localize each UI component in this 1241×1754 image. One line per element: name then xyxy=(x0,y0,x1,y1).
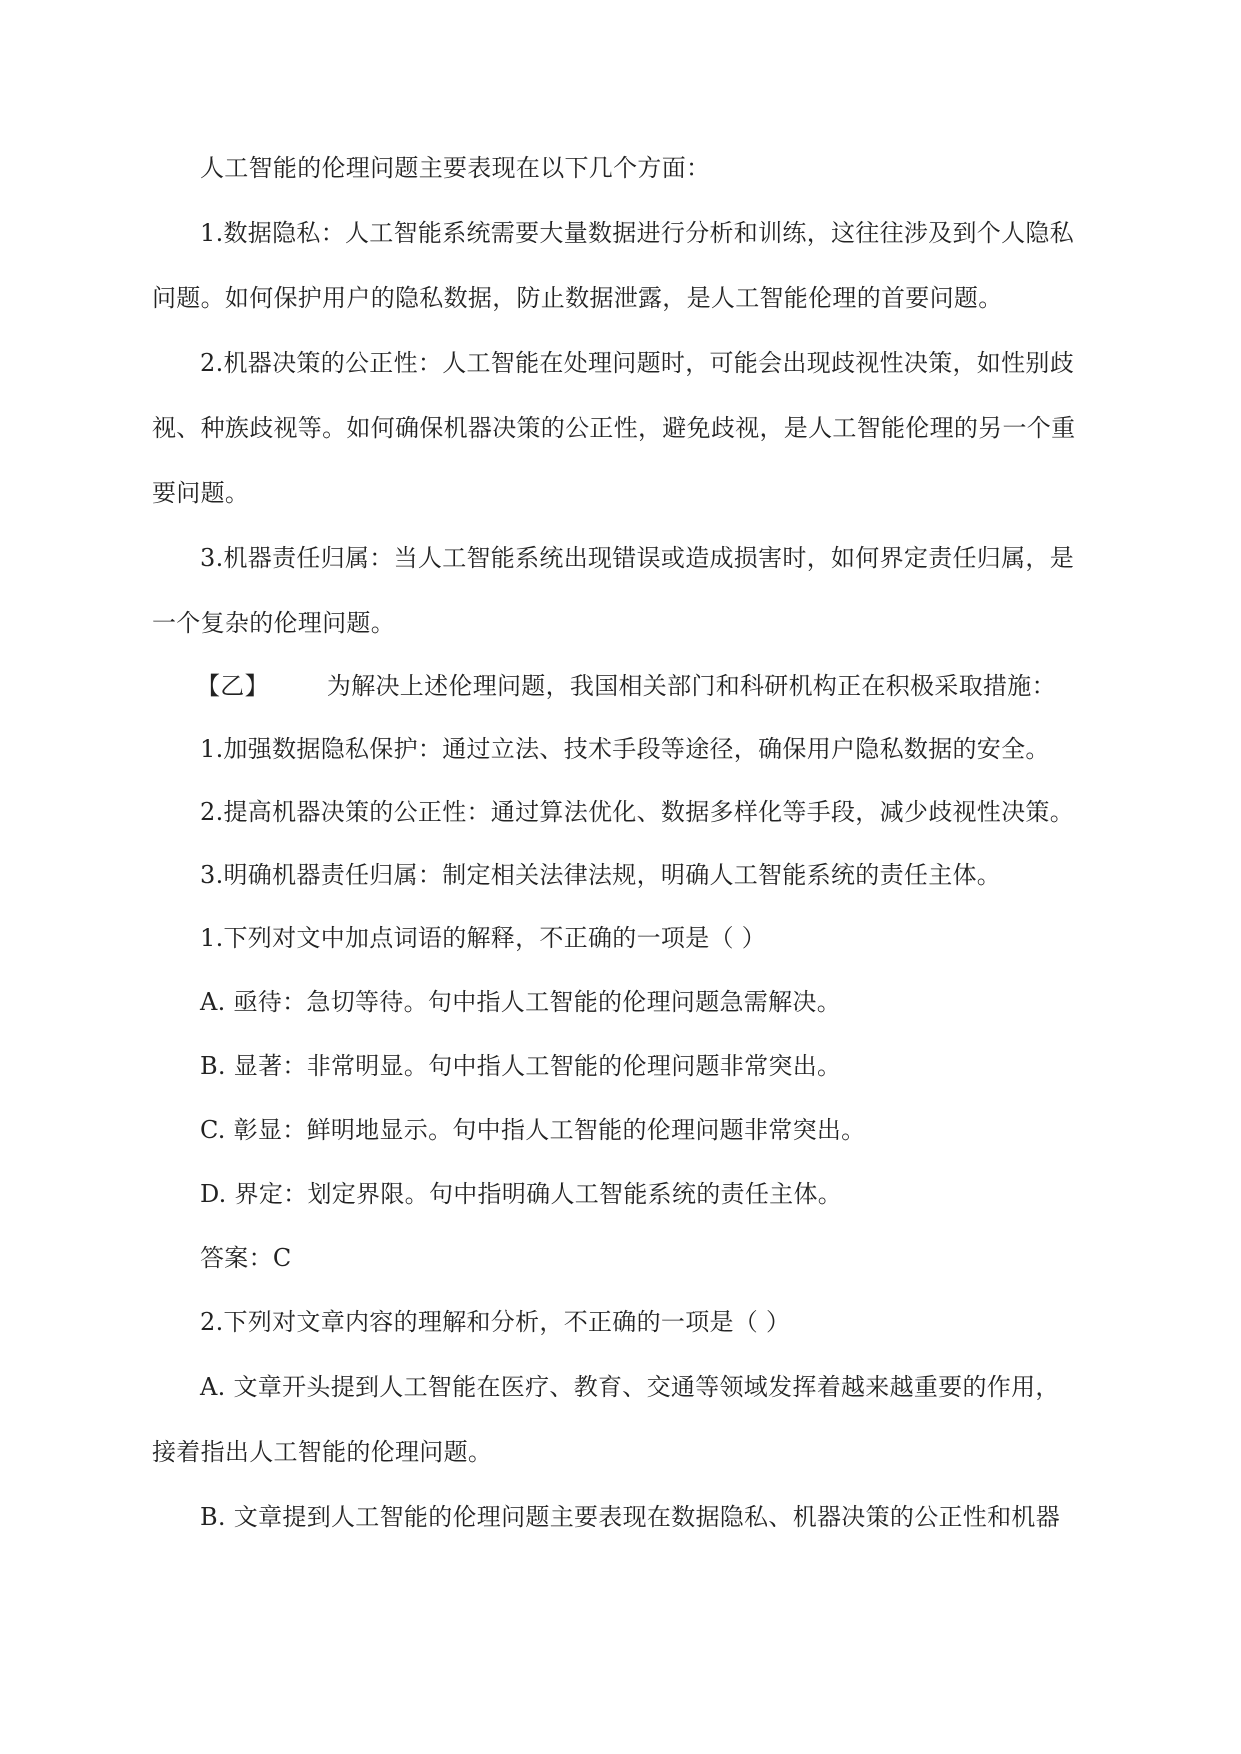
section-yi-text: 为解决上述伦理问题，我国相关部门和科研机构正在积极采取措施： xyxy=(326,672,1056,700)
question2-option-a-line2: 接着指出人工智能的伦理问题。 xyxy=(152,1438,493,1466)
measure-2: 2.提高机器决策的公正性：通过算法优化、数据多样化等手段，减少歧视性决策。 xyxy=(200,798,1074,826)
point3-line1: 3.机器责任归属：当人工智能系统出现错误或造成损害时，如何界定责任归属，是 xyxy=(200,544,1074,572)
point3-line2: 一个复杂的伦理问题。 xyxy=(152,609,395,637)
question2-option-a-line1: A. 文章开头提到人工智能在医疗、教育、交通等领域发挥着越来越重要的作用， xyxy=(200,1373,1060,1401)
measure-3: 3.明确机器责任归属：制定相关法律法规，明确人工智能系统的责任主体。 xyxy=(200,861,1002,889)
section-yi-label: 【乙】 xyxy=(196,672,269,700)
question1-option-a: A. 亟待：急切等待。句中指人工智能的伦理问题急需解决。 xyxy=(200,988,841,1016)
point1-line2: 问题。如何保护用户的隐私数据，防止数据泄露，是人工智能伦理的首要问题。 xyxy=(152,284,1003,312)
intro-line: 人工智能的伦理问题主要表现在以下几个方面： xyxy=(200,154,711,182)
question1-stem: 1.下列对文中加点词语的解释，不正确的一项是（ ） xyxy=(200,924,767,952)
question1-option-c: C. 彰显：鲜明地显示。句中指人工智能的伦理问题非常突出。 xyxy=(200,1116,866,1144)
question2-stem: 2.下列对文章内容的理解和分析，不正确的一项是（ ） xyxy=(200,1308,791,1336)
point2-line1: 2.机器决策的公正性：人工智能在处理问题时，可能会出现歧视性决策，如性别歧 xyxy=(200,349,1074,377)
measure-1: 1.加强数据隐私保护：通过立法、技术手段等途径，确保用户隐私数据的安全。 xyxy=(200,735,1050,763)
question2-option-b-line1: B. 文章提到人工智能的伦理问题主要表现在数据隐私、机器决策的公正性和机器 xyxy=(200,1503,1060,1531)
question1-option-d: D. 界定：划定界限。句中指明确人工智能系统的责任主体。 xyxy=(200,1180,843,1208)
point2-line3: 要问题。 xyxy=(152,479,250,507)
question1-option-b: B. 显著：非常明显。句中指人工智能的伦理问题非常突出。 xyxy=(200,1052,842,1080)
section-yi xyxy=(196,670,1056,702)
point1-line1: 1.数据隐私：人工智能系统需要大量数据进行分析和训练，这往往涉及到个人隐私 xyxy=(200,219,1074,247)
point2-line2: 视、种族歧视等。如何确保机器决策的公正性，避免歧视，是人工智能伦理的另一个重 xyxy=(152,414,1076,442)
question1-answer: 答案：C xyxy=(200,1244,292,1272)
